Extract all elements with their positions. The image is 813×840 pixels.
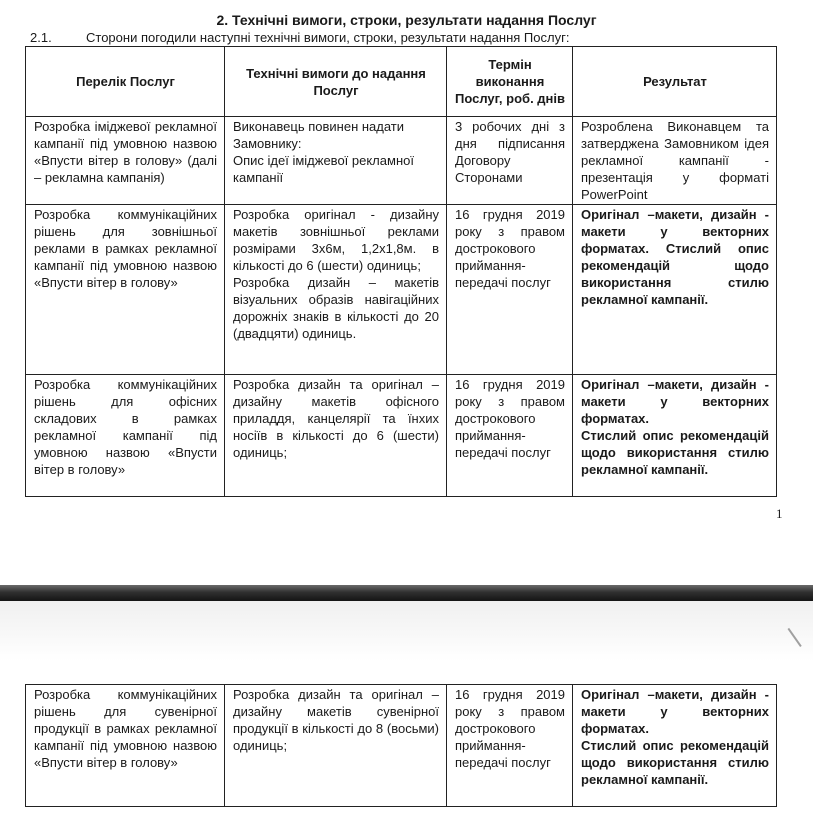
page-separator [0, 585, 813, 601]
cell-service: Розробка коммунікаційних рішень для зовнішньої реклами в рамках рекламної кампанії під умовною назвою «Впусти вітер в голову» [26, 205, 225, 375]
cell-requirements: Виконавець повинен надати Замовнику: Опис ідеї іміджевої рекламної кампанії [225, 117, 447, 205]
cell-requirements: Розробка дизайн та оригінал – дизайну макетів офісного приладдя, канцелярії та їнхих носіїв в кількості до 6 (шести) одиниць; [225, 375, 447, 497]
page-number: 1 [776, 506, 783, 521]
header-requirements: Технічні вимоги до надання Послуг [225, 47, 447, 117]
clause-2-1 [30, 30, 569, 45]
cell-result: Оригінал –макети, дизайн - макети у векторних форматах. Стислий опис рекомендацій щодо використання стилю рекламної кампанії. [573, 685, 777, 807]
cell-result: Оригінал –макети, дизайн - макети у векторних форматах. Стислий опис рекомендацій щодо використання стилю рекламної кампанії. [573, 205, 777, 375]
page-curl-shadow [0, 601, 813, 661]
services-table [25, 46, 777, 497]
cell-requirements: Розробка дизайн та оригінал – дизайну макетів сувенірної продукції в кількості до 8 (восьми) одиниць; [225, 685, 447, 807]
header-result: Результат [573, 47, 777, 117]
cell-result: Розроблена Виконавцем та затверджена Замовником ідея рекламної кампанії - презентація у форматі PowerPoint [573, 117, 777, 205]
header-term: Термін виконання Послуг, роб. днів [447, 47, 573, 117]
cell-requirements: Розробка оригінал - дизайну макетів зовнішньої реклами розмірами 3х6м, 1,2х1,8м. в кількості до 6 (шести) одиниць; Розробка дизайн – макетів візуальних образів навігаційних дорожніх знаків в кількості до 20 (двадцяти) одиниць. [225, 205, 447, 375]
section-heading: 2. Технічні вимоги, строки, результати надання Послуг [216, 12, 597, 28]
cell-term: 16 грудня 2019 року з правом дострокового приймання-передачі послуг [447, 205, 573, 375]
table-row [26, 685, 777, 807]
header-services: Перелік Послуг [26, 47, 225, 117]
table-row [26, 205, 777, 375]
cell-service: Розробка коммунікаційних рішень для сувенірної продукції в рамках рекламної кампанії під умовною назвою «Впусти вітер в голову» [26, 685, 225, 807]
table-header-row [26, 47, 777, 117]
cell-term: 3 робочих дні з дня підписання Договору Сторонами [447, 117, 573, 205]
services-table-continued [25, 684, 777, 807]
cell-service: Розробка іміджевої рекламної кампанії під умовною назвою «Впусти вітер в голову» (далі – рекламна кампанія) [26, 117, 225, 205]
cell-term: 16 грудня 2019 року з правом дострокового приймання-передачі послуг [447, 375, 573, 497]
cell-result: Оригінал –макети, дизайн - макети у векторних форматах. Стислий опис рекомендацій щодо використання стилю рекламної кампанії. [573, 375, 777, 497]
table-row [26, 117, 777, 205]
cell-term: 16 грудня 2019 року з правом дострокового приймання-передачі послуг [447, 685, 573, 807]
clause-text: Сторони погодили наступні технічні вимоги, строки, результати надання Послуг: [86, 30, 570, 45]
table-row [26, 375, 777, 497]
cell-service: Розробка коммунікаційних рішень для офісних складових в рамках рекламної кампанії під умовною назвою «Впусти вітер в голову» [26, 375, 225, 497]
clause-number: 2.1. [30, 30, 52, 45]
